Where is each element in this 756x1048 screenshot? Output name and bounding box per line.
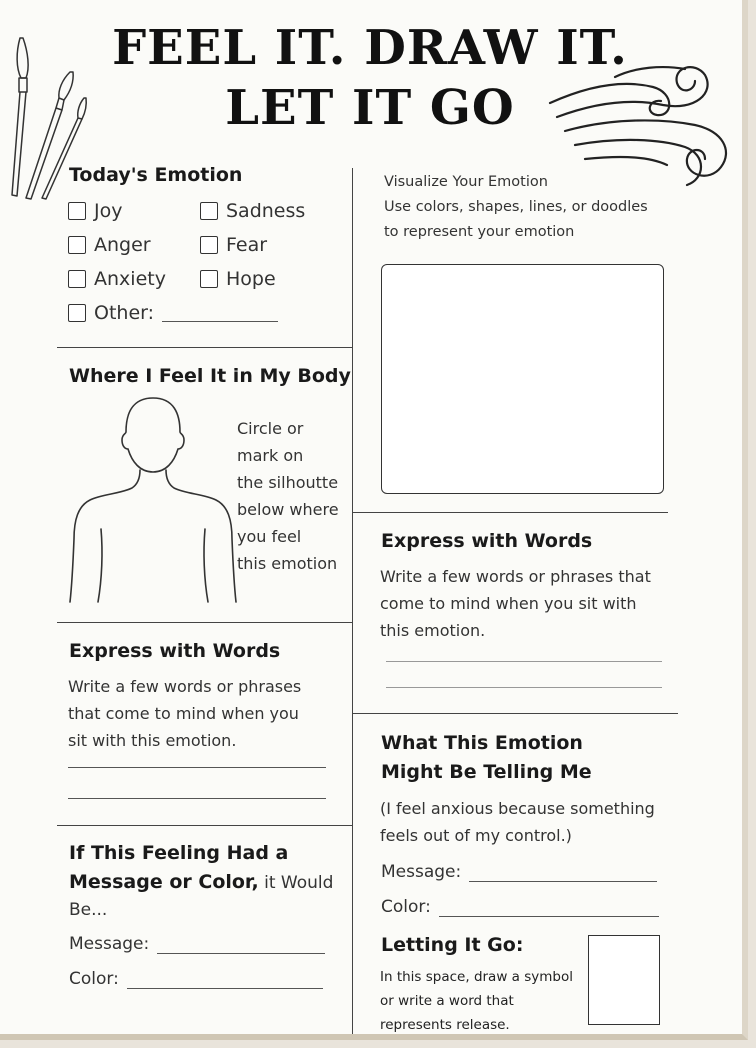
- visualize-heading: Visualize Your Emotion: [384, 174, 548, 190]
- checkbox-square[interactable]: [68, 236, 86, 254]
- checkbox-square[interactable]: [68, 304, 86, 322]
- checkbox-label: Fear: [226, 234, 268, 256]
- telling-heading-2: Might Be Telling Me: [381, 761, 592, 783]
- divider-right-2: [352, 713, 678, 714]
- write-line[interactable]: [469, 880, 657, 882]
- checkbox-label: Other:: [94, 302, 155, 324]
- message-left-color-field[interactable]: Color:: [69, 969, 323, 989]
- other-write-line[interactable]: [162, 321, 278, 322]
- divider-right-1: [352, 512, 668, 513]
- checkbox-label: Anxiety: [94, 268, 166, 290]
- checkbox-label: Joy: [94, 200, 123, 222]
- message-left-message-field[interactable]: Message:: [69, 934, 325, 954]
- telling-message-field[interactable]: Message:: [381, 862, 657, 882]
- write-line[interactable]: [157, 952, 325, 954]
- checkbox-hope[interactable]: [200, 268, 276, 290]
- letgo-heading: Letting It Go:: [381, 934, 524, 956]
- checkbox-anxiety[interactable]: [68, 268, 166, 290]
- wind-swirl-icon: [545, 55, 740, 195]
- words-right-line-2[interactable]: [386, 687, 662, 688]
- checkbox-anger[interactable]: [68, 234, 151, 256]
- words-left-line-1[interactable]: [68, 767, 326, 768]
- words-right-text: Write a few words or phrases that come to mind when you sit with this emotion.: [380, 567, 651, 640]
- title-line-2: LET IT GO: [225, 80, 515, 136]
- message-left-heading-2: Message or Color, it Would: [69, 871, 334, 893]
- write-line[interactable]: [127, 987, 323, 989]
- write-line[interactable]: [439, 915, 659, 917]
- emotion-heading: Today's Emotion: [69, 164, 243, 186]
- letgo-drawing-box[interactable]: [588, 935, 660, 1025]
- letgo-text: In this space, draw a symbol or write a word that represents release.: [380, 969, 573, 1033]
- body-instructions: Circle or mark on the silhoutte below where you feel this emotion: [237, 419, 339, 573]
- telling-heading-1: What This Emotion: [381, 732, 583, 754]
- center-divider: [352, 168, 353, 1034]
- checkbox-square[interactable]: [68, 270, 86, 288]
- checkbox-other[interactable]: [68, 302, 154, 324]
- checkbox-square[interactable]: [200, 270, 218, 288]
- visualize-text: Use colors, shapes, lines, or doodles to represent your emotion: [384, 199, 648, 240]
- checkbox-sadness[interactable]: [200, 200, 305, 222]
- words-left-text: Write a few words or phrases that come to mind when you sit with this emotion.: [68, 677, 302, 750]
- divider-left-3: [57, 825, 352, 826]
- message-left-heading-1: If This Feeling Had a: [69, 842, 289, 864]
- divider-left-2: [57, 622, 352, 623]
- checkbox-label: Hope: [226, 268, 276, 290]
- body-heading: Where I Feel It in My Body: [69, 365, 351, 387]
- message-left-heading-3: Be...: [69, 900, 108, 920]
- divider-left-1: [57, 347, 352, 348]
- checkbox-square[interactable]: [68, 202, 86, 220]
- checkbox-label: Anger: [94, 234, 151, 256]
- checkbox-square[interactable]: [200, 236, 218, 254]
- telling-color-field[interactable]: Color:: [381, 897, 659, 917]
- checkbox-fear[interactable]: [200, 234, 267, 256]
- words-right-line-1[interactable]: [386, 661, 662, 662]
- telling-example: (I feel anxious because something feels out of my control.): [380, 799, 655, 845]
- visualize-drawing-box[interactable]: [381, 264, 664, 494]
- words-left-heading: Express with Words: [69, 640, 281, 662]
- checkbox-joy[interactable]: [68, 200, 122, 222]
- checkbox-label: Sadness: [226, 200, 306, 222]
- checkbox-square[interactable]: [200, 202, 218, 220]
- words-left-line-2[interactable]: [68, 798, 326, 799]
- title-line-1: FEEL IT. DRAW IT.: [112, 20, 628, 76]
- body-silhouette-icon[interactable]: [68, 394, 238, 606]
- words-right-heading: Express with Words: [381, 530, 593, 552]
